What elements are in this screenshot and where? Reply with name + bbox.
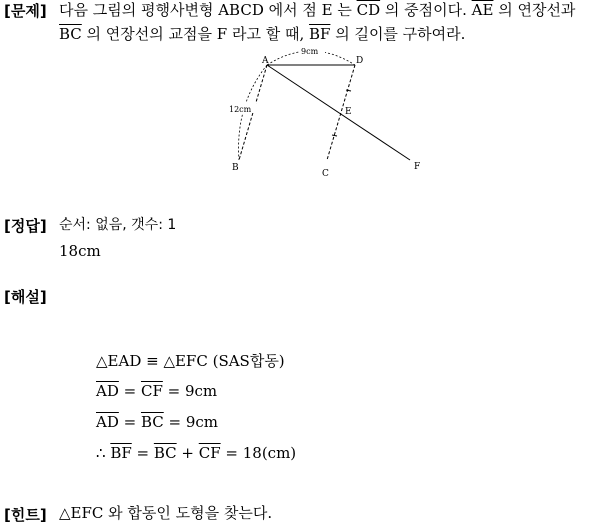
point-a: A bbox=[262, 56, 269, 66]
equals: = bbox=[131, 444, 154, 462]
point-b: B bbox=[232, 163, 239, 173]
point-c: C bbox=[322, 169, 329, 179]
problem-text: 의 연장선과 bbox=[493, 1, 576, 19]
equals: = bbox=[118, 413, 141, 431]
segment-bc: $\overline{BC}$ bbox=[59, 25, 82, 43]
solution-step-1 bbox=[96, 350, 285, 371]
equals: = bbox=[118, 382, 141, 400]
point-d: D bbox=[356, 56, 364, 66]
label-ab: 12cm bbox=[229, 105, 252, 114]
congruence-statement: △EAD ≡ △EFC bbox=[96, 352, 213, 370]
value: = 18(cm) bbox=[220, 444, 297, 462]
solution-step-2 bbox=[96, 382, 217, 400]
problem-tag: [문제] bbox=[4, 2, 47, 20]
segment-ae: $\overline{AE}$ bbox=[471, 1, 494, 19]
segment-bf: $\overline{BF}$ bbox=[110, 444, 132, 462]
segment-bc: $\overline{BC}$ bbox=[140, 413, 164, 431]
problem-text: 의 연장선의 교점을 F 라고 할 때, bbox=[81, 25, 309, 43]
problem-text: 다음 그림의 평행사변형 ABCD 에서 점 E 는 bbox=[59, 1, 357, 19]
hint-tag: [힌트] bbox=[4, 506, 47, 524]
solution-step-4 bbox=[96, 444, 296, 462]
problem-text: 의 길이를 구하여라. bbox=[330, 25, 466, 43]
segment-cd: $\overline{CD}$ bbox=[356, 1, 381, 19]
segment-cf: $\overline{CF}$ bbox=[140, 382, 163, 400]
segment-bf: $\overline{BF}$ bbox=[308, 25, 331, 43]
segment-bc: $\overline{BC}$ bbox=[153, 444, 177, 462]
segment-ad: $\overline{AD}$ bbox=[96, 382, 119, 400]
point-f: F bbox=[414, 162, 421, 172]
tick-de bbox=[346, 90, 351, 91]
solution-step-3 bbox=[96, 413, 218, 431]
plus: + bbox=[176, 444, 199, 462]
therefore: ∴ bbox=[96, 444, 111, 462]
label-ad: 9cm bbox=[301, 47, 319, 56]
segment-ad: $\overline{AD}$ bbox=[96, 413, 119, 431]
answer-value: 18cm bbox=[59, 242, 101, 260]
line-af bbox=[267, 65, 410, 160]
value: = 9cm bbox=[162, 382, 218, 400]
segment-cf: $\overline{CF}$ bbox=[198, 444, 221, 462]
solution-tag: [해설] bbox=[4, 288, 47, 306]
value: = 9cm bbox=[163, 413, 219, 431]
point-e: E bbox=[345, 107, 352, 117]
congruence-reason: (SAS합동) bbox=[212, 352, 285, 370]
tick-ec bbox=[332, 135, 337, 136]
answer-tag: [정답] bbox=[4, 217, 47, 235]
problem-text: 의 중점이다. bbox=[380, 1, 472, 19]
answer-order: 순서: 없음, 갯수: 1 bbox=[59, 217, 177, 233]
hint-text: △EFC 와 합동인 도형을 찾는다. bbox=[59, 504, 273, 522]
